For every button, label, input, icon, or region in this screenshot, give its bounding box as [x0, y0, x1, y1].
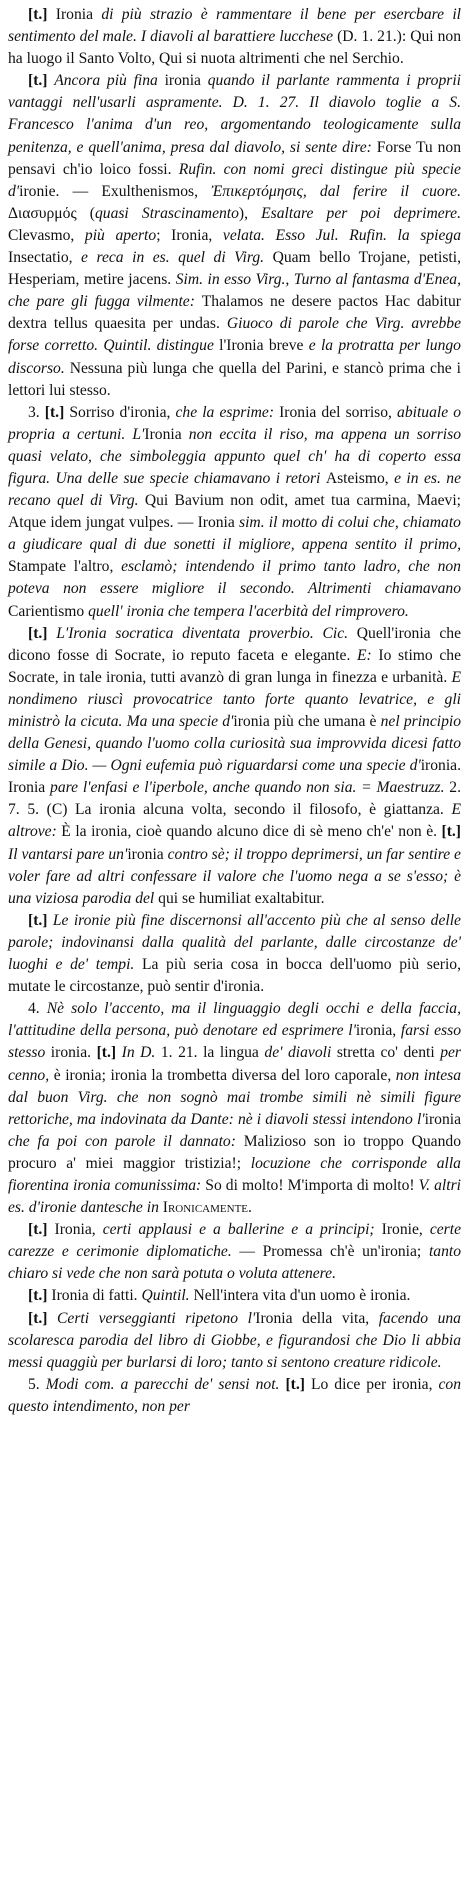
roman-text: Lo dice per ironia, — [310, 1375, 439, 1393]
italic-text: Esaltare per poi deprimere. — [261, 204, 461, 222]
roman-text: ironie. — Exulthenismos, — [19, 182, 212, 200]
italic-text: che la esprime: — [175, 403, 280, 421]
source-tag: [t.] — [96, 1044, 122, 1062]
italic-text: e in es. ne recano quel di Virg. — [8, 469, 461, 510]
italic-text: con questo intendimento, non per — [8, 1375, 462, 1415]
entry-paragraph — [8, 4, 461, 70]
source-tag: [t.] — [441, 823, 461, 841]
entry-paragraph — [8, 402, 461, 623]
italic-text: In D. — [121, 1044, 161, 1062]
source-tag: [t.] — [44, 403, 70, 421]
roman-text: ironia — [127, 845, 168, 863]
roman-text: ironia — [164, 72, 208, 90]
roman-text: È la ironia, cioè quando alcuno dice di sè meno ch'e' non è. — [61, 823, 442, 841]
roman-text: Carientismo — [8, 602, 89, 620]
roman-text: La più seria cosa in bocca dell'uomo più serio, mutate le circostanze, può sentir d'ironia. — [8, 956, 461, 996]
roman-text: ironia. Ironia — [8, 757, 461, 797]
italic-text: Le ironie più fine discernonsi all'accento più che al senso delle parole; indovinansi dalla qualità del parlante, dalle circostanze de' luoghi e de' tempi. — [8, 911, 461, 974]
entry-paragraph — [8, 1308, 461, 1374]
small-caps-text: Ironicamente. — [162, 1199, 252, 1217]
roman-text: Ironia di fatti. — [51, 1287, 142, 1305]
italic-text: abituale o propria a certuni. L' — [8, 403, 462, 443]
roman-text: Ironia — [144, 425, 189, 443]
roman-text: ironia più che umana è — [233, 713, 381, 730]
entry-paragraph — [8, 1374, 461, 1418]
italic-text: farsi esso stesso — [8, 1022, 461, 1062]
roman-text: 5. — [28, 1375, 46, 1393]
roman-text: (D. 1. 21.): Qui non ha luogo il Santo Volto, Qui si nuota altrimenti che nel Serchio. — [8, 28, 461, 68]
source-tag: [t.] — [285, 1375, 311, 1393]
italic-text: più aperto — [84, 226, 157, 244]
roman-text: 1. 21. la lingua — [160, 1044, 265, 1062]
roman-text: l'Ironia breve — [219, 337, 309, 355]
italic-text: quasi Strascinamento — [94, 204, 239, 222]
roman-text: ironia. — [50, 1044, 97, 1062]
italic-text: Modi com. a parecchi de' sensi not. — [45, 1375, 286, 1393]
roman-text: Malizioso son io troppo Quando procuro a' miei maggior tristizia!; — [8, 1132, 461, 1172]
roman-text: — Promessa ch'è un'ironia; — [239, 1243, 429, 1261]
roman-text: So di molto! M'importa di molto! — [205, 1176, 419, 1194]
roman-text: Διασυρμός ( — [8, 204, 95, 222]
roman-text: Nell'intera vita d'un uomo è ironia. — [193, 1287, 411, 1305]
roman-text: Insectatio, — [8, 249, 82, 267]
roman-text: Qui Bavium non odit, amet tua carmina, Maevi; Atque idem jungat vulpes. — Ironia — [8, 492, 461, 532]
roman-text: Ironia del sorriso, — [279, 403, 398, 421]
italic-text: E: — [357, 646, 379, 664]
roman-text: Io stimo che Socrate, in tale ironia, tutti avanzò di gran lunga in finezza e urbanità. — [8, 646, 461, 686]
entry-paragraph — [8, 1285, 461, 1307]
italic-text: Il vantarsi pare un' — [8, 845, 128, 863]
entry-paragraph — [8, 910, 461, 998]
roman-text: ironia — [424, 1110, 461, 1128]
italic-text: che fa poi con parole il dannato: — [8, 1132, 244, 1150]
roman-text: è ironia; ironia la trombetta diversa del loro caporale, — [53, 1066, 396, 1084]
source-tag: [t.] — [28, 72, 55, 90]
italic-text: di più strazio è rammentare il bene per esercbare il sentimento del male. I diavoli al barattiere lucchese — [8, 6, 461, 46]
roman-text: Forse Tu non pensavi ch'io loico fossi. — [8, 138, 461, 178]
source-tag: [t.] — [28, 6, 56, 23]
roman-text: Thalamos ne desere pactos Hac dabitur dextra tellus quaesita per undas. — [8, 293, 461, 333]
roman-text: 4. — [28, 1000, 47, 1018]
roman-text: Ironie, — [381, 1221, 430, 1239]
italic-text: L'Ironia socratica — [56, 624, 183, 642]
source-tag: [t.] — [28, 1221, 55, 1239]
italic-text: certi applausi e a ballerine e a principi; — [102, 1221, 382, 1239]
roman-text: Clevasmo, — [8, 226, 85, 244]
roman-text: Ironia — [55, 6, 102, 23]
roman-text: Sorriso d'ironia, — [69, 403, 176, 421]
italic-text: nel principio della Genesi, quando l'uomo colla curiosità sua improvvida dicesi fatto simile a Dio. — Ogni eufemia può riguardarsi come una specie d' — [8, 713, 462, 775]
italic-text: Rufin. con nomi greci distingue più specie d' — [8, 160, 461, 200]
italic-text: diventata proverbio. Cic. — [182, 624, 357, 642]
roman-text: Asteismo, — [325, 469, 395, 487]
italic-text: esclamò; intendendo il primo tanto ladro, che non poteva non essere migliore il secondo. Altrimenti chiamavano — [8, 558, 461, 598]
roman-text: Ironia — [255, 1309, 303, 1327]
roman-text: ironia, — [355, 1022, 401, 1040]
italic-text: E altrove: — [8, 801, 461, 841]
entry-paragraph — [8, 998, 461, 1219]
italic-text: V. altri es. d'ironie dantesche in — [8, 1176, 461, 1217]
entry-paragraph — [8, 1219, 461, 1285]
italic-text: Ἐπικερτόμησις, dal ferire il cuore. — [211, 182, 462, 200]
italic-text: quell' ironia che tempera l'acerbità del rimprovero. — [88, 602, 409, 620]
italic-text: non intesa dal buon Virg. che non sognò mai trombe simili nè simili figure rettoriche, ma indovinata da Dante: nè i diavoli stessi intendono l' — [8, 1066, 462, 1128]
italic-text: certe carezze e cerimonie diplomatiche. — [8, 1221, 462, 1261]
italic-text: Certi verseggianti ripetono l' — [57, 1309, 256, 1327]
italic-text: Quintil. — [141, 1287, 194, 1305]
italic-text: e reca in es. quel di Virg. — [81, 249, 273, 267]
roman-text: Ironia, — [54, 1221, 103, 1239]
source-tag: [t.] — [28, 624, 57, 642]
roman-text: Nessuna più lunga che quella del Parini, e stancò prima che i lettori lui stesso. — [8, 359, 461, 399]
italic-text: pare l'enfasi e l'iperbole, anche quando non sia. = Maestruzz. — [50, 779, 450, 797]
roman-text: ), — [238, 204, 262, 222]
italic-text: velata. Esso Jul. Rufin. la spiega — [222, 226, 462, 244]
italic-text: de' diavoli — [264, 1044, 337, 1062]
italic-text: Sim. in esso Virg., Turno al fantasma d'Enea, che pare gli fugga vilmente: — [8, 271, 461, 311]
roman-text: 3. — [28, 403, 45, 421]
roman-text: 2. 7. 5. (C) La ironia alcuna volta, secondo il filosofo, è giattanza. — [8, 779, 461, 819]
italic-text: contro sè; il troppo deprimersi, un far sentire e voler fare ad altri confessare il valore che l'uomo nega a se s'esso; è una viziosa parodia del — [8, 845, 461, 907]
italic-text: Giuoco di parole che Virg. avrebbe forse corretto. Quintil. distingue — [8, 315, 461, 355]
italic-text: e la protratta per lungo discorso. — [8, 337, 461, 377]
italic-text: non eccita il riso, ma appena un sorriso quasi velato, che simboleggia appunto quel ch' ha di coperto essa figura. Una delle sue specie chiamavano i retori — [8, 425, 461, 487]
roman-text: qui se humiliat exaltabitur. — [158, 889, 325, 907]
roman-text: Quam bello Trojane, petisti, Hesperiam, metire jacens. — [8, 249, 461, 289]
italic-text: sim. il motto di colui che, chiamato a giudicare qual di due sonetti il migliore, appena sentito il primo, — [8, 514, 461, 554]
italic-text: locuzione che corrisponde alla fiorentina ironia comunissima: — [8, 1154, 461, 1194]
italic-text: E nondimeno riuscì provocatrice tanto forte quanto levatrice, e gli ministrò la cicuta. Ma una specie d' — [8, 668, 461, 730]
entry-paragraph — [8, 70, 461, 401]
italic-text: Nè solo l'accento, ma il linguaggio degli occhi e della faccia, l'attitudine della persona, può denotare ed esprimere l' — [8, 1000, 461, 1040]
roman-text: ; Ironia, — [156, 226, 223, 244]
italic-text: facendo una scolaresca parodia del libro di Giobbe, e figurandosi che Dio li abbia messi quaggiù per burlarsi di loro; tanto si sentono creature ridicole. — [8, 1309, 461, 1371]
italic-text: per cenno, — [8, 1044, 462, 1084]
italic-text: Ancora più fina — [54, 72, 165, 90]
roman-text: della vita, — [302, 1309, 379, 1327]
source-tag: [t.] — [28, 1309, 58, 1327]
roman-text: Stampate l'altro, — [8, 558, 122, 576]
source-tag: [t.] — [28, 1287, 52, 1305]
italic-text: tanto chiaro si vede che non sarà potuta o voluta attenere. — [8, 1243, 461, 1283]
roman-text: stretta co' denti — [336, 1044, 441, 1062]
entry-paragraph — [8, 623, 461, 910]
source-tag: [t.] — [28, 911, 53, 929]
italic-text: quando il parlante rammenta i proprii vantaggi nell'usarli aspramente. D. 1. 27. Il diavolo toglie a S. Francesco l'anima d'un reo, argomentando teologicamente sulla penitenza, e quell'anima, presa dal diavolo, si sente dire: — [8, 72, 461, 156]
roman-text: Quell'ironia che dicono fosse di Socrate, io reputo faceta e elegante. — [8, 624, 461, 664]
